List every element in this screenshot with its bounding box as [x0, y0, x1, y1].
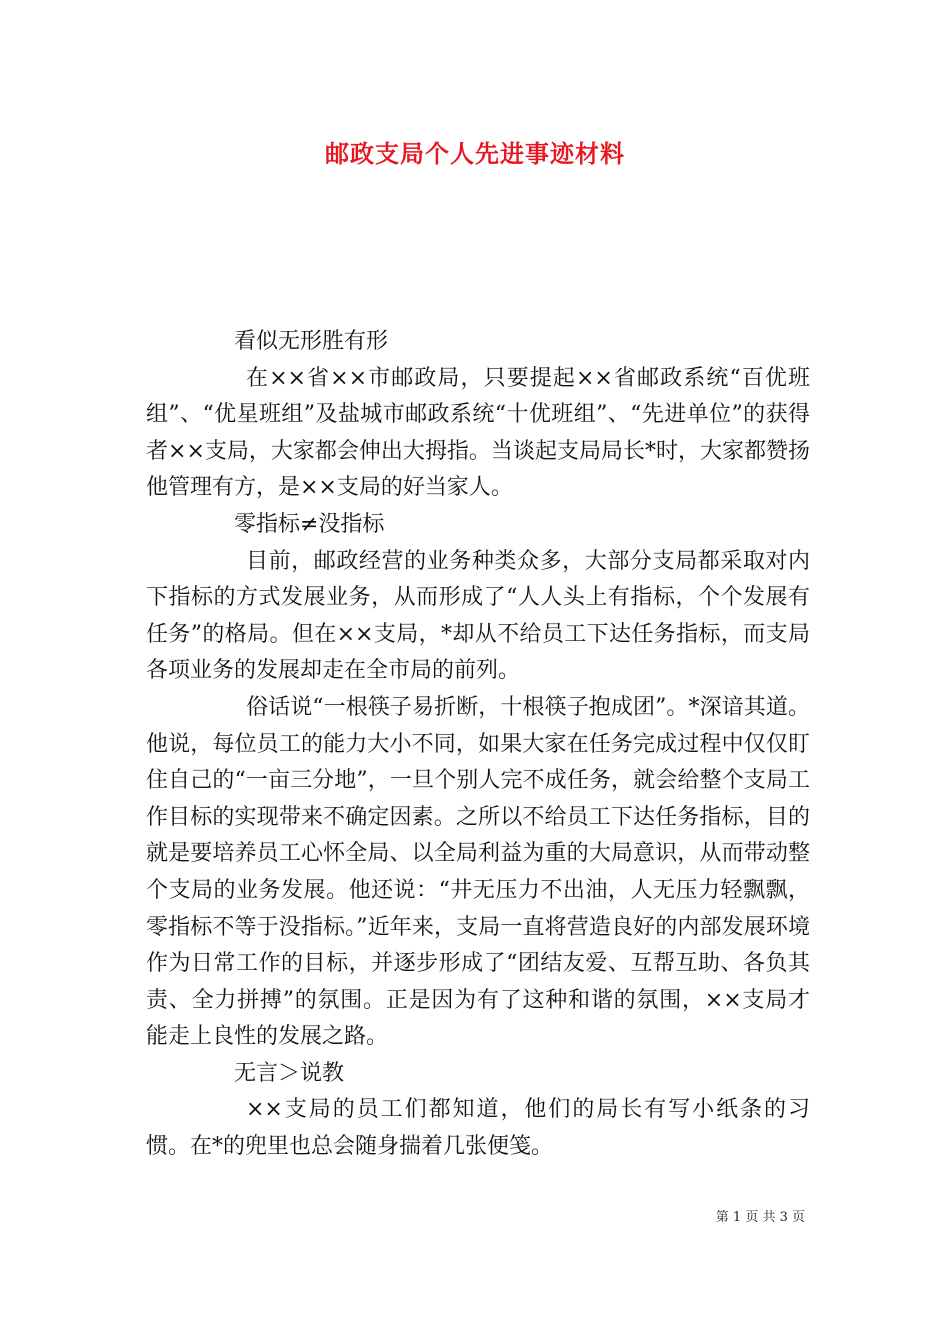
section-heading: 看似无形胜有形 [234, 329, 389, 354]
section-heading: 无言＞说教 [234, 1060, 345, 1086]
document-body [146, 324, 810, 1166]
section-heading: 零指标≠没指标 [234, 511, 385, 537]
body-paragraph: 俗话说“一根筷子易折断，十根筷子抱成团”。*深谙其道。他说，每位员工的能力大小不同，如果大家在任务完成过程中仅仅盯住自己的“一亩三分地”，一旦个别人完不成任务，就会给整个支局工作目标的实现带来不确定因素。之所以不给员工下达任务指标，目的就是要培养员工心怀全局、以全局利益为重的大局意识，从而带动整个支局的业务发展。他还说：“井无压力不出油，人无压力轻飘飘，零指标不等于没指标。”近年来，支局一直将营造良好的内部发展环境作为日常工作的目标，并逐步形成了“团结友爱、互帮互助、各负其责、全力拼搏”的氛围。正是因为有了这种和谐的氛围，××支局才能走上良性的发展之路。 [146, 694, 810, 1050]
body-paragraph: 目前，邮政经营的业务种类众多，大部分支局都采取对内下指标的方式发展业务，从而形成了“人人头上有指标，个个发展有任务”的格局。但在××支局，*却从不给员工下达任务指标，而支局各项业务的发展却走在全市局的前列。 [146, 548, 810, 684]
document-title: 邮政支局个人先进事迹材料 [325, 139, 625, 168]
body-paragraph: ××支局的员工们都知道，他们的局长有写小纸条的习惯。在*的兜里也总会随身揣着几张便笺。 [146, 1097, 810, 1160]
page-number: 第 1 页 共 3 页 [715, 1210, 805, 1225]
body-paragraph: 在××省××市邮政局，只要提起××省邮政系统“百优班组”、“优星班组”及盐城市邮政系统“十优班组”、“先进单位”的获得者××支局，大家都会伸出大拇指。当谈起支局局长*时，大家都赞扬他管理有方，是××支局的好当家人。 [146, 365, 810, 501]
